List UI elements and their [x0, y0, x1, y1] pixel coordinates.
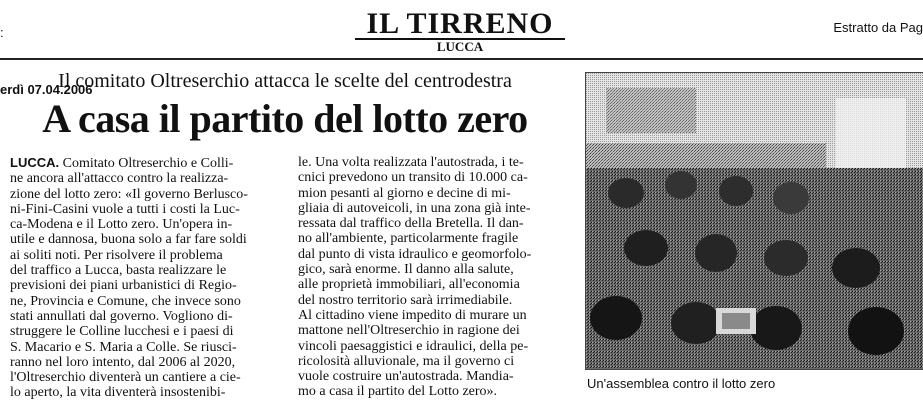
column-line: ne ancora all'attacco contro la realizza-	[10, 171, 229, 187]
article-column-2	[298, 155, 570, 400]
column-line: del nostro territorio sarà irrimediabile.	[298, 292, 513, 308]
column-line: vuole costruire un'autostrada. Mandia-	[298, 369, 514, 385]
column-line: del traffico a Lucca, basta realizzare le	[10, 263, 227, 279]
column-1-first-line	[10, 155, 280, 171]
column-line: Al cittadino viene impedito di murare un	[298, 307, 527, 323]
header-divider	[0, 58, 923, 60]
column-line: cnici prevedono un transito di 10.000 ca-	[298, 170, 528, 186]
column-line: l'Oltreserchio diventerà un cantiere a cie-	[10, 370, 241, 386]
column-line: dal punto di vista idraulico e geomorfolo-	[298, 246, 532, 262]
article-column-1	[10, 155, 280, 401]
column-line: stati annullati dal governo. Vogliono di-	[10, 308, 233, 324]
column-line: mattone nell'Oltreserchio in ragione dei	[298, 323, 520, 339]
column-line: utile e dannosa, buona solo a far fare soldi	[10, 232, 247, 248]
extract-label: Estratto da Pag	[833, 20, 923, 35]
column-line: mo a casa il partito del Lotto zero».	[298, 384, 498, 400]
first-line-text: Comitato Oltreserchio e Colli-	[62, 156, 234, 171]
column-line: alle proprietà immobiliari, all'economia	[298, 277, 520, 293]
column-line: vincoli paesaggistici e idraulici, della pe-	[298, 338, 529, 354]
column-line: gliaia di autoveicoli, in una zona già inte-	[298, 200, 531, 216]
column-line: previsioni dei piani urbanistici di Regio-	[10, 278, 237, 294]
article-headline: A casa il partito del lotto zero	[42, 96, 528, 141]
dateline: LUCCA.	[10, 155, 60, 170]
column-line: struggere le Colline lucchesi e i paesi di	[10, 324, 234, 340]
column-line: no all'ambiente, particolarmente fragile	[298, 231, 519, 247]
photo-illustration	[586, 73, 923, 369]
column-line: ni-Fini-Casini vuole a tutti i costi la Luc-	[10, 201, 240, 217]
column-line: ai soliti noti. Per risolvere il problema	[10, 247, 223, 263]
masthead-edition: LUCCA	[436, 39, 484, 54]
column-line: gico, sarà enorme. Il danno alla salute,	[298, 262, 514, 278]
photo-caption: Un'assemblea contro il lotto zero	[587, 376, 776, 391]
column-line: ne, Provincia e Comune, che invece sono	[10, 293, 241, 309]
column-line: ca-Modena e il Lotto zero. Un'opera in-	[10, 217, 233, 233]
masthead-name: IL TIRRENO	[366, 7, 554, 40]
top-left-mark: :	[0, 25, 4, 40]
column-line: S. Macario e S. Maria a Colle. Se riusci-	[10, 339, 237, 355]
column-line: lo aperto, la vita diventerà insostenibi-	[10, 385, 226, 401]
newspaper-masthead	[330, 7, 590, 54]
column-line: ressata dal traffico della Bretella. Il dan-	[298, 216, 524, 232]
column-line: mion pesanti al giorno e decine di mi-	[298, 185, 511, 201]
column-line: ranno nel loro intento, dal 2006 al 2020,	[10, 354, 236, 370]
column-line: zione del lotto zero: «Il governo Berlusco-	[10, 186, 248, 202]
column-line: ricolosità alluvionale, ma il governo ci	[298, 353, 515, 369]
assembly-photo	[585, 72, 923, 370]
clipping-header-left	[0, 0, 93, 109]
article-kicker: Il comitato Oltreserchio attacca le scelte del centrodestra	[58, 70, 512, 92]
column-line: le. Una volta realizzata l'autostrada, i te-	[298, 155, 524, 170]
issue-date: erdì 07.04.2006	[0, 82, 93, 97]
